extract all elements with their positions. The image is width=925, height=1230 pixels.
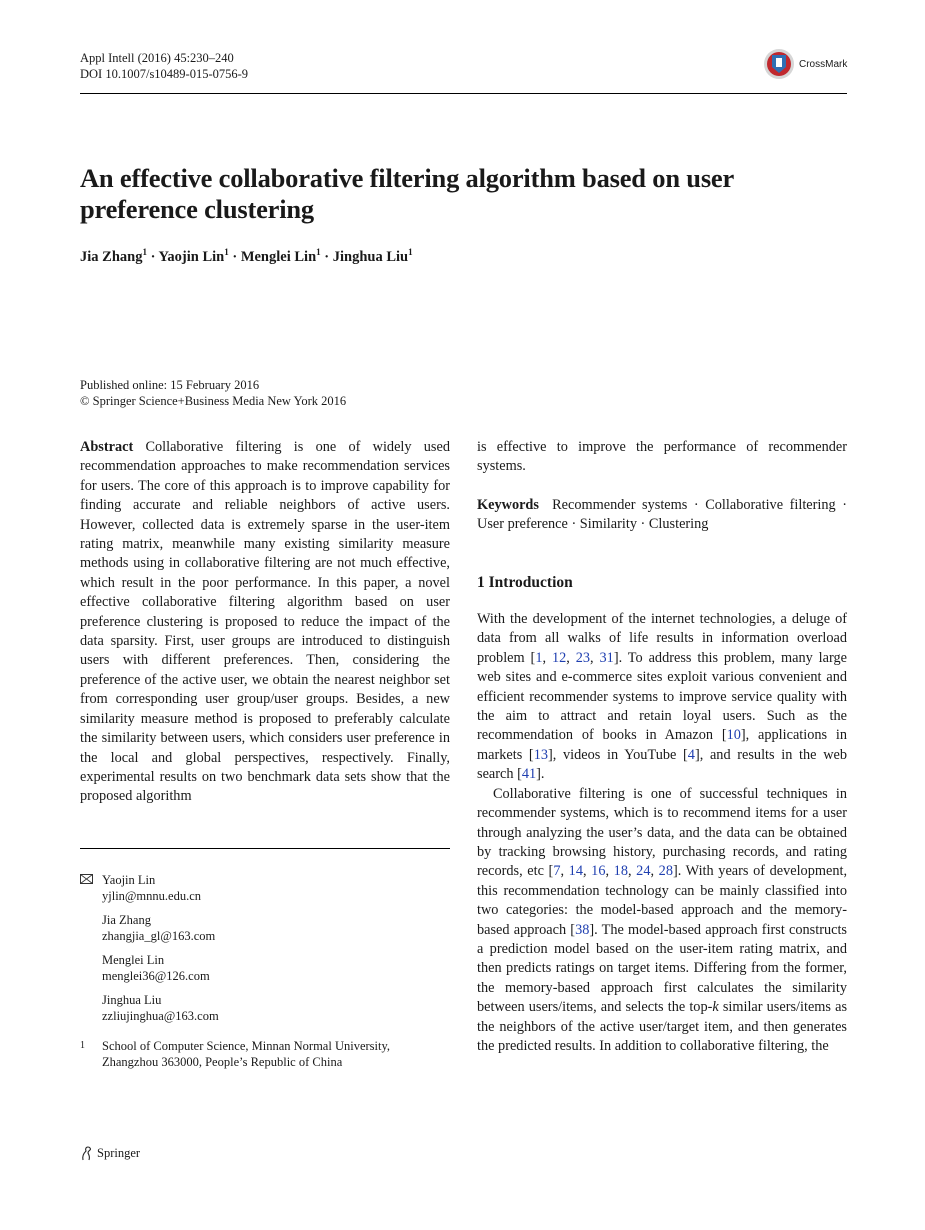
- springer-horse-icon: [80, 1146, 93, 1161]
- contact-entry: [80, 992, 450, 1024]
- citation-link[interactable]: 23: [575, 649, 591, 666]
- contact-email[interactable]: yjlin@mnnu.edu.cn: [102, 889, 201, 903]
- author-list: [80, 249, 413, 266]
- publisher-name: Springer: [97, 1146, 141, 1160]
- affiliation-number: 1: [80, 1040, 85, 1051]
- affiliation-mark: 1: [316, 247, 321, 257]
- right-column: [477, 438, 847, 1056]
- contact-entry: [80, 912, 450, 944]
- journal-citation: Appl Intell (2016) 45:230–240: [80, 51, 234, 65]
- affiliation-mark: 1: [408, 247, 413, 257]
- contact-email[interactable]: zzliujinghua@163.com: [102, 1009, 219, 1023]
- author-name[interactable]: Menglei Lin: [240, 249, 317, 265]
- citation-link[interactable]: 28: [658, 863, 673, 880]
- keywords-label: Keywords: [477, 496, 539, 513]
- citation-link[interactable]: 31: [599, 649, 614, 666]
- copyright: © Springer Science+Business Media New York 2016: [80, 394, 347, 408]
- author-contacts: [80, 872, 450, 1070]
- citation-link[interactable]: 38: [575, 921, 590, 938]
- contact-email[interactable]: zhangjia_gl@163.com: [102, 929, 216, 943]
- keywords-text: Recommender systems · Collaborative filtering · User preference · Similarity · Clustering: [477, 496, 848, 533]
- contact-email[interactable]: menglei36@126.com: [102, 969, 210, 983]
- author-separator: ·: [150, 249, 156, 265]
- contact-name: Jinghua Liu: [102, 993, 162, 1007]
- contact-name: Jia Zhang: [102, 913, 151, 927]
- author-name[interactable]: Jia Zhang: [80, 249, 143, 265]
- affiliation-line: School of Computer Science, Minnan Normal University,: [102, 1039, 391, 1053]
- author-name[interactable]: Jinghua Liu: [332, 249, 409, 265]
- abstract-section: [80, 438, 450, 807]
- author-name[interactable]: Yaojin Lin: [158, 249, 225, 265]
- header-rule: [80, 93, 847, 94]
- citation-link[interactable]: 14: [568, 863, 583, 880]
- abstract-continued: is effective to improve the performance of recommender systems.: [477, 439, 847, 475]
- crossmark-icon: [763, 48, 795, 80]
- author-separator: ·: [324, 249, 330, 265]
- footnote-rule: [80, 848, 450, 849]
- intro-paragraph: With the development of the internet technologies, a deluge of data from all walks of life results in information overload problem [1, 12, 23, 31]. To address this problem, many large web sites and e-commerce sites exploit various convenient and efficient recommender systems to improve service quality with the aim to attract and retain loyal users. Such as the recommendation of books in Amazon [10], applications in markets [13], videos in YouTube [4], and results in the web search [41].: [477, 611, 848, 783]
- citation-link[interactable]: 7: [553, 863, 561, 880]
- section-heading: 1 Introduction: [477, 573, 573, 591]
- citation-link[interactable]: 13: [533, 746, 548, 763]
- citation-link[interactable]: 16: [591, 863, 606, 880]
- abstract-paragraph: [80, 438, 450, 807]
- journal-info: [80, 50, 248, 82]
- keywords-paragraph: [477, 496, 847, 535]
- citation-link[interactable]: 41: [521, 766, 537, 783]
- contact-entry: [80, 872, 450, 904]
- intro-paragraph: Collaborative filtering is one of successful techniques in recommender systems, which is to recommend items for a user through analyzing the user’s data, and the data can be obtained by tracking browsing history, purchasing records, and rating records, etc [7, 14, 16, 18, 24, 28]. With years of development, this recommendation technology can be mainly classified into two categories: the model-based approach and the memory-based approach [38]. The model-based approach first constructs a prediction model based on the user-item rating matrix, and then predicts ratings on target items. Differing from the former, the memory-based approach first calculates the similarity between users/items, and selects the top-k similar users/items as the neighbors of the active user/target item, and then generates the predicted results. In addition to collaborative filtering, the: [477, 785, 848, 1054]
- author-separator: ·: [232, 249, 238, 265]
- citation-link[interactable]: 18: [613, 863, 628, 880]
- article-title: An effective collaborative filtering algorithm based on user preference clustering: [80, 163, 734, 224]
- publication-info: [80, 377, 346, 409]
- crossmark-badge[interactable]: [763, 48, 847, 80]
- citation-link[interactable]: 4: [687, 746, 695, 763]
- affiliation-mark: 1: [224, 247, 229, 257]
- affiliation: [80, 1038, 450, 1070]
- contact-entry: [80, 952, 450, 984]
- crossmark-label: CrossMark: [799, 58, 848, 70]
- contact-name: Yaojin Lin: [102, 873, 156, 887]
- abstract-text: Collaborative filtering is one of widely used recommendation approaches to make recommendation services for users. The core of this approach is to improve capability for finding accurate and reliable neighbors of active users. However, collected data is extremely sparse in the user-item rating matrix, meanwhile many existing similarity measure methods using in collaborative filtering are not much effective, which result in the poor performance. In this paper, a novel effective collaborative filtering algorithm based on user preference clustering is proposed to reduce the impact of the data sparsity. First, user groups are introduced to distinguish users with different preferences. Then, considering the preference of the active user, we obtain the nearest neighbor set from corresponding user group/user groups. Besides, a new similarity measure method is proposed to preferably calculate the similarity between users, which considers user preference in the local and global perspectives, respectively. Finally, experimental results on two benchmark data sets show that the proposed algorithm: [80, 439, 450, 805]
- abstract-label: Abstract: [80, 439, 134, 455]
- publisher-footer: [80, 1146, 140, 1161]
- citation-link[interactable]: 1: [535, 649, 543, 666]
- contact-name: Menglei Lin: [102, 953, 165, 967]
- citation-link[interactable]: 10: [726, 727, 741, 744]
- published-date: Published online: 15 February 2016: [80, 378, 260, 392]
- envelope-icon: [80, 872, 102, 904]
- citation-link[interactable]: 12: [551, 649, 567, 666]
- citation-link[interactable]: 24: [636, 863, 651, 880]
- doi: DOI 10.1007/s10489-015-0756-9: [80, 67, 249, 81]
- affiliation-line: Zhangzhou 363000, People’s Republic of China: [102, 1055, 343, 1069]
- affiliation-mark: 1: [142, 247, 147, 257]
